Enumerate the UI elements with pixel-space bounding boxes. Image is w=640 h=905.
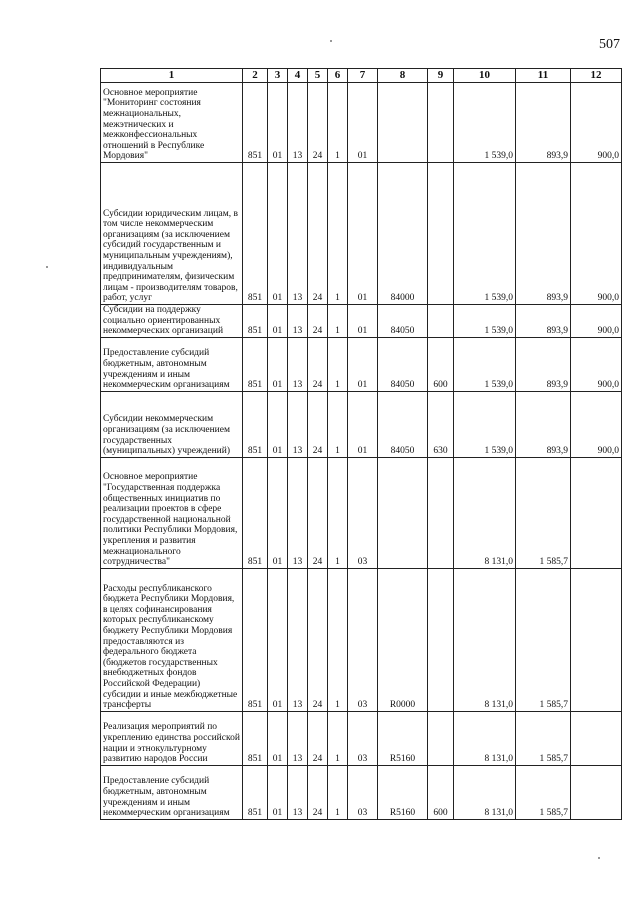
cell-amount: 893,9 (516, 337, 571, 391)
cell-code: 84000 (378, 163, 428, 305)
cell-code: 24 (308, 337, 328, 391)
cell-code (428, 163, 454, 305)
cell-amount: 893,9 (516, 163, 571, 305)
cell-amount: 1 585,7 (516, 711, 571, 765)
cell-code: R0000 (378, 568, 428, 711)
cell-code: 600 (428, 337, 454, 391)
cell-code: 600 (428, 765, 454, 819)
cell-code: 01 (268, 391, 288, 457)
row-description: Предоставление субсидий бюджетным, автономным учреждениям и иным некоммерческим организациям (101, 337, 243, 391)
cell-code: 01 (268, 765, 288, 819)
cell-amount: 1 539,0 (454, 163, 516, 305)
table-row (101, 83, 622, 163)
cell-amount: 900,0 (571, 391, 622, 457)
cell-code: 01 (348, 83, 378, 163)
cell-code: 01 (348, 337, 378, 391)
table-row (101, 457, 622, 568)
cell-amount: 900,0 (571, 305, 622, 338)
cell-code: 13 (288, 305, 308, 338)
cell-code: 84050 (378, 337, 428, 391)
cell-code: 851 (243, 568, 268, 711)
cell-amount: 8 131,0 (454, 568, 516, 711)
table-row (101, 391, 622, 457)
cell-code: R5160 (378, 711, 428, 765)
cell-code: 1 (328, 457, 348, 568)
cell-code (428, 457, 454, 568)
col-header: 12 (571, 69, 622, 83)
cell-amount: 1 585,7 (516, 457, 571, 568)
row-description: Основное мероприятие "Государственная поддержка общественных инициатив по реализации проектов в сфере государственной национальной политики Республики Мордовия, укрепления и развития межнационального сотрудничества" (101, 457, 243, 568)
col-header: 6 (328, 69, 348, 83)
cell-amount (571, 457, 622, 568)
scan-speck (330, 40, 332, 42)
cell-code: 01 (268, 568, 288, 711)
cell-code: 851 (243, 765, 268, 819)
cell-code: 1 (328, 83, 348, 163)
cell-code: 01 (268, 305, 288, 338)
cell-amount: 900,0 (571, 163, 622, 305)
cell-code: 24 (308, 765, 328, 819)
row-description: Основное мероприятие "Мониторинг состояния межнациональных, межэтнических и межконфессиональных отношений в Республике Мордовия" (101, 83, 243, 163)
cell-code: 01 (348, 163, 378, 305)
cell-code (428, 83, 454, 163)
col-header: 2 (243, 69, 268, 83)
cell-code: 13 (288, 457, 308, 568)
cell-amount: 893,9 (516, 391, 571, 457)
col-header: 9 (428, 69, 454, 83)
cell-code: 24 (308, 305, 328, 338)
cell-amount: 1 539,0 (454, 305, 516, 338)
row-description: Субсидии на поддержку социально ориентированных некоммерческих организаций (101, 305, 243, 338)
row-description: Предоставление субсидий бюджетным, автономным учреждениям и иным некоммерческим организациям (101, 765, 243, 819)
col-header: 3 (268, 69, 288, 83)
cell-code: 1 (328, 568, 348, 711)
col-header: 1 (101, 69, 243, 83)
cell-code: 13 (288, 568, 308, 711)
table-row (101, 568, 622, 711)
cell-code: 1 (328, 391, 348, 457)
cell-code: 24 (308, 457, 328, 568)
cell-code (428, 568, 454, 711)
cell-amount: 8 131,0 (454, 765, 516, 819)
cell-code: 01 (268, 337, 288, 391)
cell-code: 01 (268, 457, 288, 568)
cell-code: 1 (328, 337, 348, 391)
col-header: 11 (516, 69, 571, 83)
cell-code: 13 (288, 711, 308, 765)
cell-code: 1 (328, 305, 348, 338)
cell-amount (571, 568, 622, 711)
cell-code: 851 (243, 711, 268, 765)
cell-code: R5160 (378, 765, 428, 819)
cell-code: 851 (243, 305, 268, 338)
cell-code: 24 (308, 711, 328, 765)
page-number: 507 (599, 37, 620, 52)
cell-amount: 1 539,0 (454, 391, 516, 457)
col-header: 5 (308, 69, 328, 83)
cell-code: 03 (348, 765, 378, 819)
cell-code: 1 (328, 711, 348, 765)
cell-amount (571, 765, 622, 819)
cell-code: 1 (328, 765, 348, 819)
budget-table (100, 68, 622, 820)
cell-amount: 893,9 (516, 305, 571, 338)
scan-speck (598, 857, 600, 859)
table-row (101, 305, 622, 338)
cell-code: 84050 (378, 305, 428, 338)
cell-code: 01 (348, 391, 378, 457)
cell-code: 84050 (378, 391, 428, 457)
cell-code (428, 305, 454, 338)
cell-amount: 8 131,0 (454, 711, 516, 765)
cell-code: 24 (308, 391, 328, 457)
cell-amount: 1 585,7 (516, 765, 571, 819)
cell-code (428, 711, 454, 765)
table-row (101, 765, 622, 819)
cell-amount (571, 711, 622, 765)
cell-code: 03 (348, 457, 378, 568)
cell-code: 03 (348, 711, 378, 765)
cell-amount: 1 539,0 (454, 337, 516, 391)
cell-code: 24 (308, 83, 328, 163)
cell-code: 13 (288, 391, 308, 457)
cell-amount: 1 539,0 (454, 83, 516, 163)
col-header: 10 (454, 69, 516, 83)
cell-code: 01 (348, 305, 378, 338)
col-header: 8 (378, 69, 428, 83)
cell-code: 24 (308, 163, 328, 305)
scan-speck (46, 266, 48, 268)
cell-code: 851 (243, 163, 268, 305)
col-header: 7 (348, 69, 378, 83)
table-row (101, 337, 622, 391)
cell-code: 13 (288, 765, 308, 819)
cell-amount: 1 585,7 (516, 568, 571, 711)
row-description: Расходы республиканского бюджета Республики Мордовия, в целях софинансирования которых республиканскому бюджету Республики Мордовия предоставляются из федерального бюджета (бюджетов государственных внебюджетных фондов Российской Федерации) субсидии и иные межбюджетные трансферты (101, 568, 243, 711)
cell-code: 13 (288, 83, 308, 163)
cell-amount: 900,0 (571, 83, 622, 163)
cell-code: 851 (243, 83, 268, 163)
cell-code: 01 (268, 83, 288, 163)
table-row (101, 163, 622, 305)
row-description: Субсидии юридическим лицам, в том числе некоммерческим организациям (за исключением субсидий государственным и муниципальным учреждениям), индивидуальным предпринимателям, физическим лицам - производителям товаров, работ, услуг (101, 163, 243, 305)
cell-amount: 8 131,0 (454, 457, 516, 568)
cell-code: 03 (348, 568, 378, 711)
cell-code: 01 (268, 711, 288, 765)
row-description: Субсидии некоммерческим организациям (за исключением государственных (муниципальных) учреждений) (101, 391, 243, 457)
col-header: 4 (288, 69, 308, 83)
cell-code (378, 83, 428, 163)
cell-code: 13 (288, 337, 308, 391)
header-row (101, 69, 622, 83)
cell-code: 13 (288, 163, 308, 305)
cell-code: 630 (428, 391, 454, 457)
cell-amount: 900,0 (571, 337, 622, 391)
cell-code: 851 (243, 457, 268, 568)
cell-code (378, 457, 428, 568)
cell-code: 851 (243, 391, 268, 457)
cell-code: 24 (308, 568, 328, 711)
table-row (101, 711, 622, 765)
cell-code: 851 (243, 337, 268, 391)
cell-code: 01 (268, 163, 288, 305)
cell-amount: 893,9 (516, 83, 571, 163)
row-description: Реализация мероприятий по укреплению единства российской нации и этнокультурному развитию народов России (101, 711, 243, 765)
cell-code: 1 (328, 163, 348, 305)
